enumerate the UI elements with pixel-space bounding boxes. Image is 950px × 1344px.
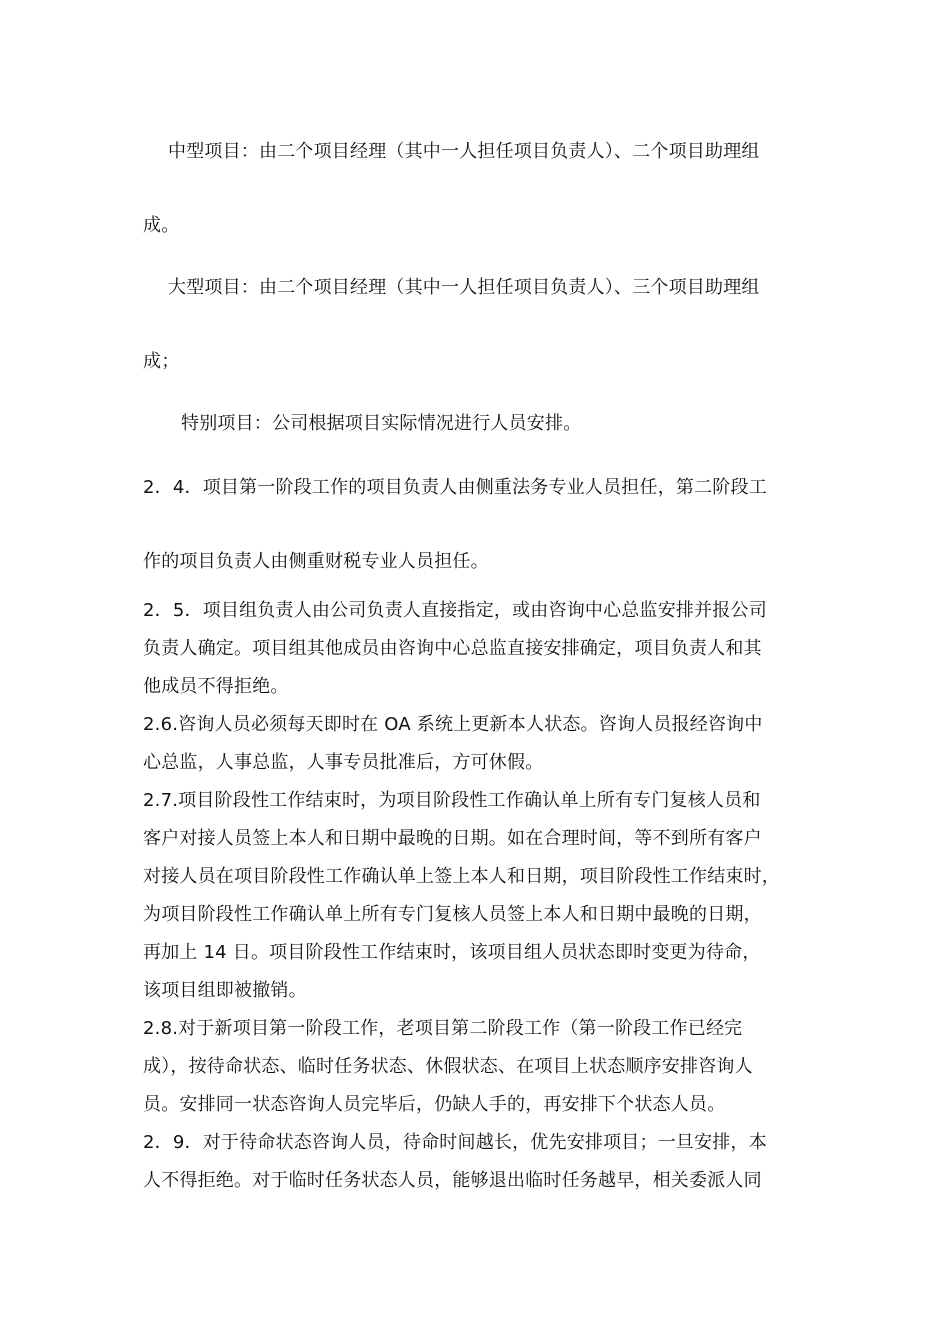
text-line: 2.6.咨询人员必须每天即时在 OA 系统上更新本人状态。咨询人员报经咨询中 (143, 714, 763, 735)
text-line: 成），按待命状态、临时任务状态、休假状态、在项目上状态顺序安排咨询人 (143, 1056, 753, 1077)
text-line: 成。 (143, 215, 180, 236)
text-line: 心总监，人事总监，人事专员批准后，方可休假。 (143, 752, 544, 773)
text-line: 他成员不得拒绝。 (143, 676, 289, 697)
text-line: 人不得拒绝。对于临时任务状态人员，能够退出临时任务越早，相关委派人同 (143, 1170, 762, 1191)
text-line: 2．5．项目组负责人由公司负责人直接指定，或由咨询中心总监安排并报公司 (143, 600, 767, 621)
text-line: 负责人确定。项目组其他成员由咨询中心总监直接安排确定，项目负责人和其 (143, 638, 762, 659)
text-line: 客户对接人员签上本人和日期中最晚的日期。如在合理时间，等不到所有客户 (143, 828, 762, 849)
text-line: 员。安排同一状态咨询人员完毕后，仍缺人手的，再安排下个状态人员。 (143, 1094, 726, 1115)
text-line: 2.8.对于新项目第一阶段工作，老项目第二阶段工作（第一阶段工作已经完 (143, 1018, 743, 1039)
text-line: 再加上 14 日。项目阶段性工作结束时，该项目组人员状态即时变更为待命， (143, 942, 761, 963)
text-line: 该项目组即被撤销。 (143, 980, 307, 1001)
text-line: 大型项目：由二个项目经理（其中一人担任项目负责人）、三个项目助理组 (168, 277, 760, 298)
text-line: 对接人员在项目阶段性工作确认单上签上本人和日期，项目阶段性工作结束时， (143, 866, 780, 887)
text-line: 成； (143, 351, 180, 372)
text-line: 中型项目：由二个项目经理（其中一人担任项目负责人）、二个项目助理组 (168, 141, 760, 162)
text-line: 2．9．对于待命状态咨询人员，待命时间越长，优先安排项目；一旦安排，本 (143, 1132, 767, 1153)
text-line: 作的项目负责人由侧重财税专业人员担任。 (143, 551, 489, 572)
text-line: 2.7.项目阶段性工作结束时，为项目阶段性工作确认单上所有专门复核人员和 (143, 790, 761, 811)
text-line: 2．4．项目第一阶段工作的项目负责人由侧重法务专业人员担任，第二阶段工 (143, 477, 767, 498)
text-line: 特别项目：公司根据项目实际情况进行人员安排。 (181, 413, 582, 434)
text-line: 为项目阶段性工作确认单上所有专门复核人员签上本人和日期中最晚的日期， (143, 904, 762, 925)
